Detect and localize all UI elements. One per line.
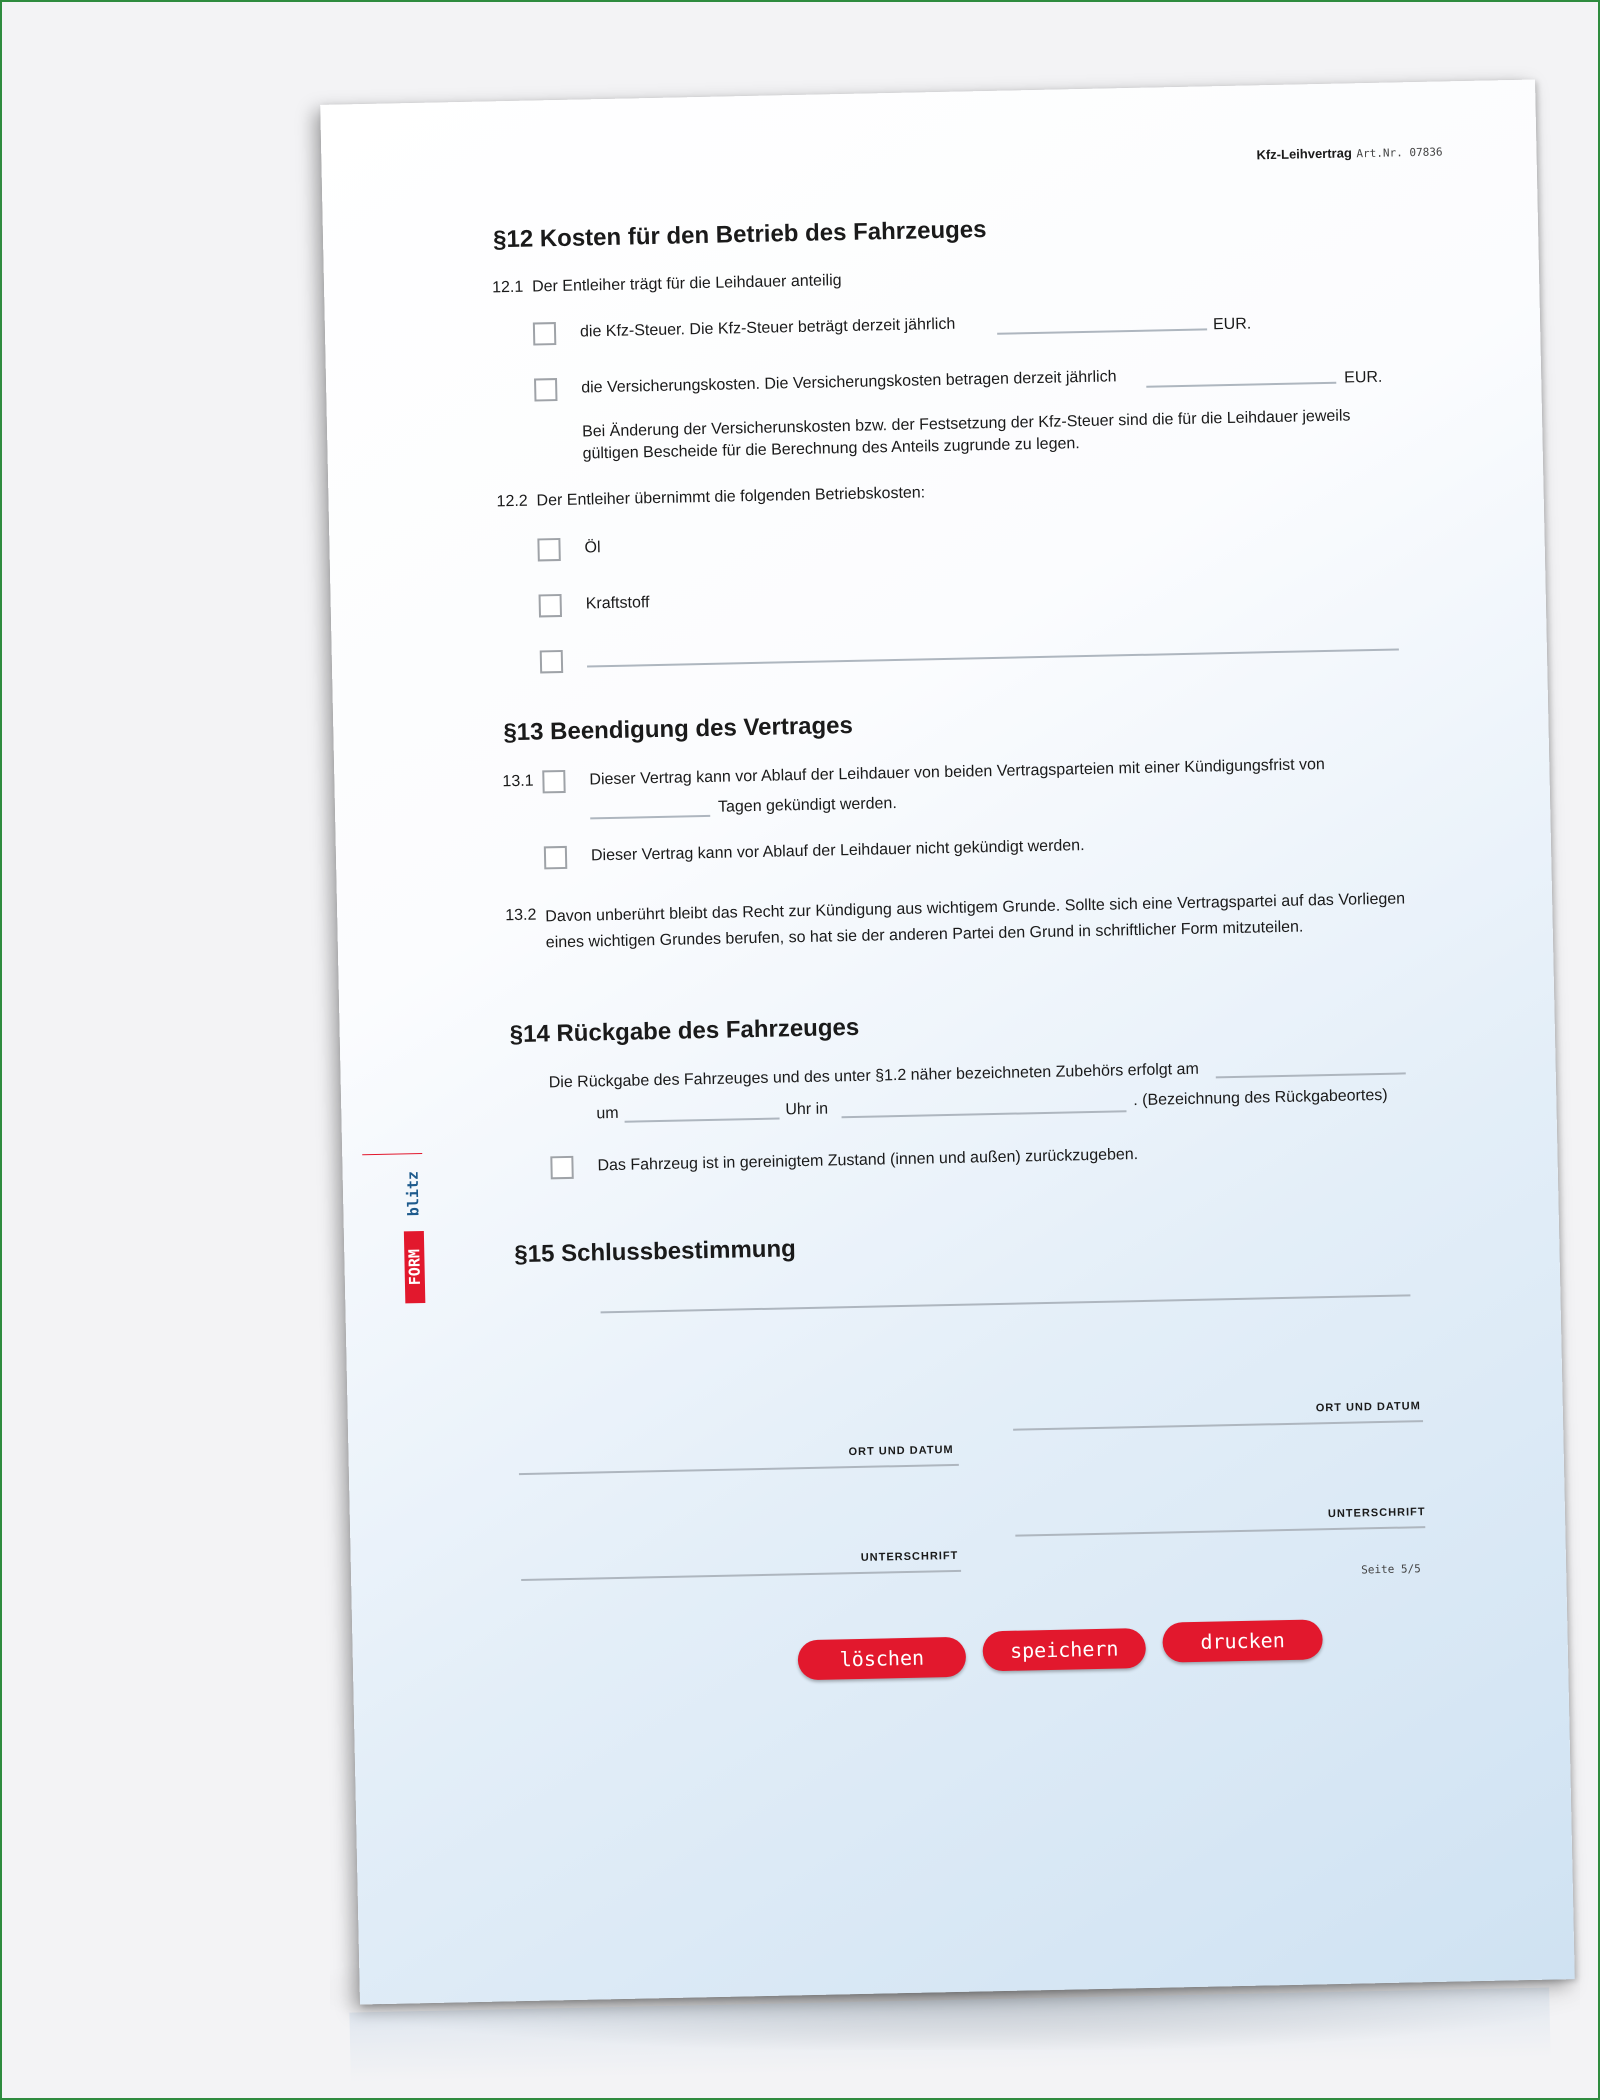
- kfz-steuer-unit: EUR.: [1212, 315, 1252, 334]
- kuendigungsfrist-days-field[interactable]: [590, 815, 710, 820]
- versicherung-unit: EUR.: [1344, 368, 1383, 387]
- para-13-2-number: 13.2: [505, 906, 537, 925]
- cost-change-note: Bei Änderung der Versicherunskosten bzw. der Festsetzung der Kfz-Steuer sind die für die Leihdauer jeweils gültigen Bescheide für die Berechnung des Anteils zugrunde zu legen.: [581, 407, 1351, 463]
- para-12-2-number: 12.2: [496, 492, 528, 511]
- option-oel-label: Öl: [584, 539, 601, 557]
- left-place-date-label: ORT UND DATUM: [848, 1443, 954, 1459]
- return-date-field[interactable]: [1216, 1072, 1406, 1078]
- checkbox-versicherung[interactable]: [534, 378, 557, 401]
- article-number: Art.Nr. 07836: [1356, 145, 1443, 161]
- checkbox-kfz-steuer[interactable]: [533, 322, 556, 345]
- option-kfz-steuer-text: die Kfz-Steuer. Die Kfz-Steuer beträgt derzeit jährlich: [579, 315, 956, 341]
- return-uhr-in-label: Uhr in: [785, 1100, 829, 1119]
- right-place-date-label: ORT UND DATUM: [1315, 1400, 1421, 1415]
- section-12-title: §12 Kosten für den Betrieb des Fahrzeuges: [492, 216, 987, 254]
- para-12-1-text: Der Entleiher trägt für die Leihdauer anteilig: [531, 272, 842, 296]
- checkbox-kuendigungsfrist[interactable]: [542, 770, 565, 793]
- checkbox-gereinigt[interactable]: [550, 1156, 573, 1179]
- option-kraftstoff-label: Kraftstoff: [585, 594, 650, 613]
- page-number: Seite 5/5: [1361, 1562, 1421, 1577]
- other-cost-field[interactable]: [587, 648, 1399, 667]
- formblitz-logo: [402, 1153, 425, 1303]
- left-signature-label: UNTERSCHRIFT: [860, 1549, 959, 1564]
- kuendigungsfrist-suffix: Tagen gekündigt werden.: [717, 795, 897, 816]
- logo-blitz: blitz: [403, 1170, 423, 1216]
- print-button[interactable]: drucken: [1162, 1619, 1323, 1662]
- right-place-date-line[interactable]: [1013, 1420, 1423, 1431]
- para-12-1-number: 12.1: [491, 278, 524, 297]
- para-12-2-text: Der Entleiher übernimmt die folgenden Betriebskosten:: [536, 484, 926, 510]
- option-keine-kuendigung-text: Dieser Vertrag kann vor Ablauf der Leihdauer nicht gekündigt werden.: [590, 837, 1085, 865]
- checkbox-other-cost[interactable]: [540, 650, 563, 673]
- section-13-title: §13 Beendigung des Vertrages: [503, 711, 854, 747]
- save-button[interactable]: speichern: [982, 1628, 1146, 1671]
- return-date-text: Die Rückgabe des Fahrzeuges und des unter §1.2 näher bezeichneten Zubehörs erfolgt am: [548, 1060, 1199, 1092]
- final-provision-field[interactable]: [601, 1294, 1411, 1313]
- checkbox-keine-kuendigung[interactable]: [544, 846, 567, 869]
- versicherung-amount-field[interactable]: [1146, 382, 1336, 388]
- option-kuendigungsfrist-text: Dieser Vertrag kann vor Ablauf der Leihdauer von beiden Vertragsparteien mit einer Kündigungsfrist von: [589, 756, 1326, 789]
- right-signature-label: UNTERSCHRIFT: [1327, 1506, 1426, 1521]
- checkbox-oel[interactable]: [537, 538, 560, 561]
- delete-button[interactable]: löschen: [797, 1637, 966, 1681]
- kfz-steuer-amount-field[interactable]: [997, 328, 1207, 334]
- section-15-title: §15 Schlussbestimmung: [514, 1235, 797, 1269]
- section-14-title: §14 Rückgabe des Fahrzeuges: [509, 1013, 860, 1049]
- checkbox-kraftstoff[interactable]: [539, 594, 562, 617]
- return-time-field[interactable]: [625, 1118, 780, 1123]
- option-gereinigt-text: Das Fahrzeug ist in gereinigtem Zustand (innen und außen) zurückzugeben.: [597, 1146, 1139, 1175]
- right-signature-line[interactable]: [1015, 1526, 1425, 1537]
- left-place-date-line[interactable]: [519, 1464, 959, 1475]
- left-signature-line[interactable]: [521, 1570, 961, 1581]
- return-um-label: um: [596, 1104, 619, 1123]
- document-page: [320, 79, 1575, 2004]
- para-13-1-number: 13.1: [502, 772, 534, 791]
- option-versicherung-text: die Versicherungskosten. Die Versicherungskosten betragen derzeit jährlich: [581, 368, 1117, 397]
- para-13-2-text: Davon unberührt bleibt das Recht zur Kündigung aus wichtigem Grunde. Sollte sich eine Vertragspartei auf das Vorliegen eines wichtigen Grundes berufen, so hat sie der anderen Partei den Grund in schriftlicher Form mitzuteilen.: [545, 890, 1406, 952]
- doc-title: Kfz-Leihvertrag: [1256, 145, 1352, 163]
- return-place-hint: . (Bezeichnung des Rückgabeortes): [1133, 1086, 1388, 1110]
- logo-form: FORM: [404, 1231, 426, 1303]
- return-place-field[interactable]: [842, 1110, 1127, 1118]
